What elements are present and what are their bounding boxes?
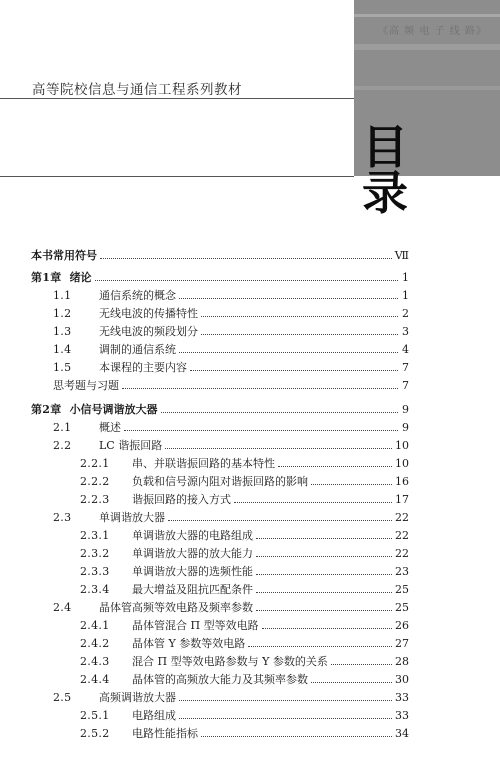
toc-leader-dots xyxy=(190,370,398,371)
toc-entry xyxy=(80,454,409,472)
toc-entry xyxy=(31,246,409,264)
toc-entry-title: 单调谐放大器的放大能力 xyxy=(132,547,253,560)
toc-entry-title: 负载和信号源内阻对谐振回路的影响 xyxy=(132,475,308,488)
toc-leader-dots xyxy=(179,298,398,299)
toc-entry-title: 晶体管的高频放大能力及其频率参数 xyxy=(132,673,308,686)
toc-leader-dots xyxy=(262,628,392,629)
header-rule-top xyxy=(0,98,354,99)
toc-entry-number: 第2章 xyxy=(31,403,62,416)
toc-entry-title: LC 谐振回路 xyxy=(99,439,163,452)
toc-entry-number: 2.4 xyxy=(53,600,72,614)
toc-entry-page: 10 xyxy=(395,456,409,470)
toc-entry-title: 思考题与习题 xyxy=(53,379,119,392)
toc-entry-title: 谐振回路的接入方式 xyxy=(132,493,231,506)
toc-entry xyxy=(80,490,409,508)
toc-entry-number: 2.2.2 xyxy=(80,474,110,488)
toc-entry-title: 最大增益及阻抗匹配条件 xyxy=(132,583,253,596)
toc-entry-page: 9 xyxy=(402,420,409,434)
toc-entry-page: 27 xyxy=(395,636,409,650)
toc-entry-number: 2.5.1 xyxy=(80,708,110,722)
toc-entry-number: 1.5 xyxy=(53,360,72,374)
toc-entry-number: 2.3.2 xyxy=(80,546,110,560)
toc-entry-number: 2.4.4 xyxy=(80,672,110,686)
toc-leader-dots xyxy=(201,316,398,317)
toc-entry-title: 单调谐放大器的电路组成 xyxy=(132,529,253,542)
toc-entry-page: 10 xyxy=(395,438,409,452)
toc-entry-number: 2.4.3 xyxy=(80,654,110,668)
toc-entry xyxy=(80,706,409,724)
toc-entry-page: 22 xyxy=(395,528,409,542)
toc-entry-number: 1.2 xyxy=(53,306,72,320)
toc-entry-title: 单调谐放大器的选频性能 xyxy=(132,565,253,578)
toc-leader-dots xyxy=(256,574,392,575)
toc-leader-dots xyxy=(331,664,392,665)
toc-leader-dots xyxy=(201,334,398,335)
toc-entry xyxy=(31,400,409,418)
toc-leader-dots xyxy=(256,538,392,539)
toc-leader-dots xyxy=(201,736,392,737)
toc-entry-title: 调制的通信系统 xyxy=(99,343,176,356)
toc-entry xyxy=(80,580,409,598)
toc-entry-title: 无线电波的频段划分 xyxy=(99,325,198,338)
toc-entry-page: 1 xyxy=(402,288,409,302)
toc-entry-title: 混合 Π 型等效电路参数与 Y 参数的关系 xyxy=(132,655,328,668)
header-rule-bottom xyxy=(0,176,354,177)
toc-leader-dots xyxy=(179,718,392,719)
toc-entry-page: 26 xyxy=(395,618,409,632)
toc-entry-page: 33 xyxy=(395,708,409,722)
corner-band xyxy=(354,86,500,90)
toc-entry-page: 30 xyxy=(395,672,409,686)
toc-entry xyxy=(80,544,409,562)
toc-leader-dots xyxy=(311,484,392,485)
toc-leader-dots xyxy=(161,412,398,413)
toc-leader-dots xyxy=(248,646,392,647)
toc-entry xyxy=(53,304,409,322)
toc-leader-dots xyxy=(234,502,392,503)
toc-entry xyxy=(80,562,409,580)
series-title: 高等院校信息与通信工程系列教材 xyxy=(32,82,242,98)
toc-entry-page: 7 xyxy=(402,378,409,392)
toc-leader-dots xyxy=(100,258,392,259)
toc-entry-title: 小信号调谐放大器 xyxy=(69,403,158,416)
toc-entry-page: 3 xyxy=(402,324,409,338)
toc-entry-page: 7 xyxy=(402,360,409,374)
toc-entry-number: 1.4 xyxy=(53,342,72,356)
toc-entry-title: 晶体管混合 Π 型等效电路 xyxy=(132,619,259,632)
toc-entry xyxy=(53,688,409,706)
toc-leader-dots xyxy=(165,448,392,449)
toc-entry-title: 通信系统的概念 xyxy=(99,289,176,302)
toc-leader-dots xyxy=(256,610,392,611)
toc-entry-page: 34 xyxy=(395,726,409,740)
toc-entry xyxy=(31,268,409,286)
toc-entry-title: 串、并联谐振回路的基本特性 xyxy=(132,457,275,470)
toc-entry-number: 2.2.3 xyxy=(80,492,110,506)
toc-leader-dots xyxy=(179,700,392,701)
toc-entry-page: 4 xyxy=(402,342,409,356)
toc-leader-dots xyxy=(179,352,398,353)
toc-leader-dots xyxy=(256,556,392,557)
toc-entry xyxy=(80,652,409,670)
toc-entry xyxy=(53,286,409,304)
toc-entry-title: 绪论 xyxy=(69,271,92,284)
toc-heading: 目 录 xyxy=(362,120,434,220)
toc-entry-number: 1.1 xyxy=(53,288,72,302)
toc-entry-page: 9 xyxy=(402,402,409,416)
toc-entry-page: 22 xyxy=(395,510,409,524)
toc-entry-page: 25 xyxy=(395,582,409,596)
toc-entry xyxy=(53,340,409,358)
toc-leader-dots xyxy=(124,430,398,431)
toc-entry xyxy=(80,472,409,490)
toc-entry-number: 2.2 xyxy=(53,438,72,452)
toc-entry xyxy=(53,436,409,454)
toc-leader-dots xyxy=(122,388,398,389)
toc-entry-number: 2.4.2 xyxy=(80,636,110,650)
toc-entry-page: 1 xyxy=(402,270,409,284)
toc-entry-number: 2.1 xyxy=(53,420,72,434)
toc-entry-number: 2.5.2 xyxy=(80,726,110,740)
toc-entry-page: 22 xyxy=(395,546,409,560)
toc-entry-title: 单调谐放大器 xyxy=(99,511,165,524)
toc-entry-title: 本书常用符号 xyxy=(31,249,97,262)
toc-entry-number: 2.4.1 xyxy=(80,618,110,632)
toc-entry xyxy=(53,322,409,340)
toc-entry-page: 23 xyxy=(395,564,409,578)
toc-entry-number: 2.3.4 xyxy=(80,582,110,596)
toc-entry-title: 概述 xyxy=(99,421,121,434)
toc-entry-number: 第1章 xyxy=(31,271,62,284)
toc-entry-title: 本课程的主要内容 xyxy=(99,361,187,374)
toc-entry-page: 28 xyxy=(395,654,409,668)
toc-entry-title: 电路组成 xyxy=(132,709,176,722)
toc-leader-dots xyxy=(95,280,398,281)
corner-band xyxy=(354,14,500,17)
toc-entry-number: 2.5 xyxy=(53,690,72,704)
toc-entry-number: 2.2.1 xyxy=(80,456,110,470)
toc-entry-page: Ⅶ xyxy=(394,248,409,262)
toc-entry-title: 晶体管 Y 参数等效电路 xyxy=(132,637,246,650)
toc-entry xyxy=(80,634,409,652)
toc-entry xyxy=(53,376,409,394)
toc-leader-dots xyxy=(168,520,392,521)
toc-entry-title: 晶体管高频等效电路及频率参数 xyxy=(99,601,253,614)
toc-leader-dots xyxy=(256,592,392,593)
toc-entry-number: 2.3.1 xyxy=(80,528,110,542)
toc-entry xyxy=(80,616,409,634)
toc-entry xyxy=(80,526,409,544)
toc-entry-page: 2 xyxy=(402,306,409,320)
toc-entry-page: 17 xyxy=(395,492,409,506)
toc-entry xyxy=(53,598,409,616)
toc-entry xyxy=(53,358,409,376)
toc-entry xyxy=(53,418,409,436)
toc-entry xyxy=(53,508,409,526)
toc-entry xyxy=(80,670,409,688)
toc-leader-dots xyxy=(278,466,392,467)
toc-entry-title: 电路性能指标 xyxy=(132,727,198,740)
toc-entry-number: 1.3 xyxy=(53,324,72,338)
toc-entry-page: 33 xyxy=(395,690,409,704)
corner-faded-text: 《高 频 电 子 线 路》 xyxy=(378,26,487,37)
toc-leader-dots xyxy=(311,682,392,683)
toc-entry-number: 2.3.3 xyxy=(80,564,110,578)
corner-band xyxy=(354,44,500,50)
toc-entry xyxy=(80,724,409,742)
toc-entry-number: 2.3 xyxy=(53,510,72,524)
toc-entry-title: 高频调谐放大器 xyxy=(99,691,176,704)
toc-entry-page: 16 xyxy=(395,474,409,488)
toc-entry-page: 25 xyxy=(395,600,409,614)
toc-entry-title: 无线电波的传播特性 xyxy=(99,307,198,320)
